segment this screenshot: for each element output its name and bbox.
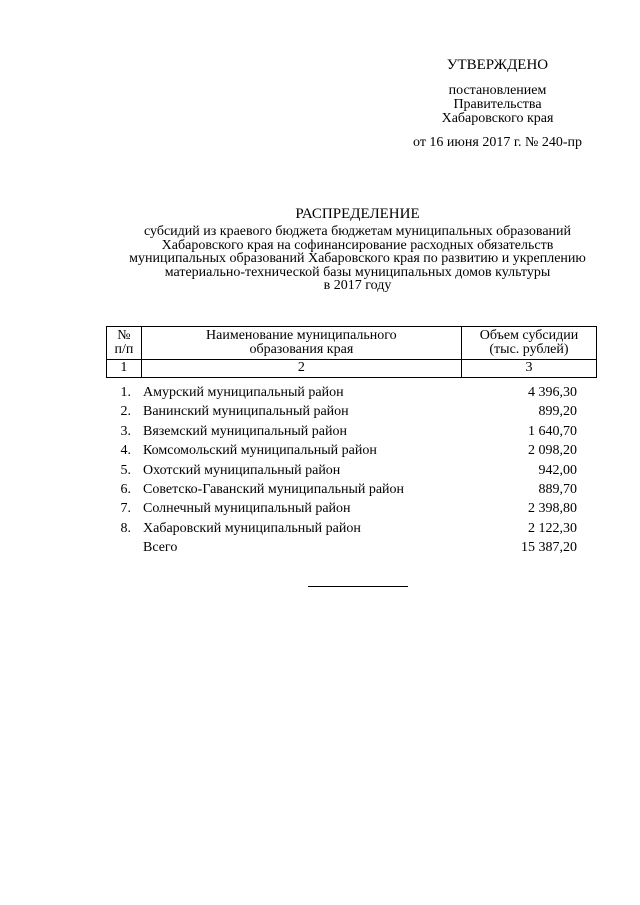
- table-row: [106, 383, 597, 402]
- subtitle-line: субсидий из краевого бюджета бюджетам муниципальных образований: [143, 224, 572, 239]
- table-row: [106, 422, 597, 441]
- row-value: 4 396,30: [528, 385, 577, 400]
- header-cell-name: [141, 327, 461, 360]
- row-number: 6.: [120, 481, 131, 497]
- table-body: [106, 383, 597, 558]
- row-number: 4.: [120, 443, 131, 459]
- header-text: Наименование муниципального: [206, 328, 397, 343]
- row-number: 1.: [120, 385, 131, 400]
- column-number-cell: 2: [141, 360, 461, 378]
- row-value: 889,70: [538, 481, 577, 497]
- approval-line: постановлением: [448, 83, 547, 98]
- table-row: [106, 480, 597, 499]
- row-number: 3.: [120, 423, 131, 439]
- table-row: [106, 402, 597, 421]
- total-value: 15 387,20: [521, 540, 577, 556]
- row-name: Амурский муниципальный район: [143, 385, 344, 400]
- header-text: №: [117, 328, 131, 343]
- approval-block: [390, 56, 605, 150]
- table-header: [106, 326, 597, 378]
- row-name: Вяземский муниципальный район: [143, 423, 347, 439]
- approval-line: Правительства: [453, 97, 542, 112]
- row-number: 8.: [120, 520, 131, 536]
- column-number-cell: 1: [107, 360, 142, 378]
- subtitle-line: в 2017 году: [323, 278, 392, 293]
- row-name: Хабаровский муниципальный район: [143, 520, 361, 536]
- document-subtitle: [100, 225, 615, 293]
- header-cell-number: [107, 327, 142, 360]
- approval-line: Хабаровского края: [441, 111, 554, 126]
- header-text: образования края: [249, 342, 354, 357]
- table-row: [106, 499, 597, 518]
- total-row: [106, 538, 597, 557]
- approval-date: от 16 июня 2017 г. № 240-пр: [413, 135, 582, 150]
- row-value: 899,20: [538, 404, 577, 420]
- subtitle-line: Хабаровского края на софинансирование расходных обязательств: [161, 237, 554, 253]
- closing-divider: [308, 586, 408, 587]
- row-number: 5.: [120, 462, 131, 478]
- row-name: Ванинский муниципальный район: [143, 404, 349, 420]
- approval-title: УТВЕРЖДЕНО: [446, 57, 549, 73]
- total-label: Всего: [143, 540, 178, 556]
- row-value: 942,00: [538, 462, 577, 478]
- table-row: [106, 461, 597, 480]
- header-text: Объем субсидии: [479, 328, 579, 343]
- row-value: 1 640,70: [528, 423, 577, 439]
- header-text: (тыс. рублей): [489, 342, 569, 357]
- document-title: РАСПРЕДЕЛЕНИЕ: [295, 206, 420, 222]
- row-number: 7.: [120, 501, 131, 517]
- header-cell-value: [461, 327, 596, 360]
- header-text: п/п: [114, 342, 134, 357]
- subtitle-line: материально-технической базы муниципальных домов культуры: [164, 264, 551, 280]
- column-number-cell: 3: [461, 360, 596, 378]
- row-name: Охотский муниципальный район: [143, 462, 341, 478]
- row-value: 2 122,30: [528, 520, 577, 536]
- row-name: Комсомольский муниципальный район: [143, 443, 377, 459]
- row-value: 2 098,20: [528, 443, 577, 459]
- row-name: Солнечный муниципальный район: [143, 501, 351, 517]
- row-number: 2.: [120, 404, 131, 420]
- subtitle-line: муниципальных образований Хабаровского края по развитию и укреплению: [129, 251, 586, 266]
- row-value: 2 398,80: [528, 501, 577, 517]
- row-name: Советско-Гаванский муниципальный район: [143, 481, 405, 497]
- table-row: [106, 519, 597, 538]
- table-row: [106, 441, 597, 460]
